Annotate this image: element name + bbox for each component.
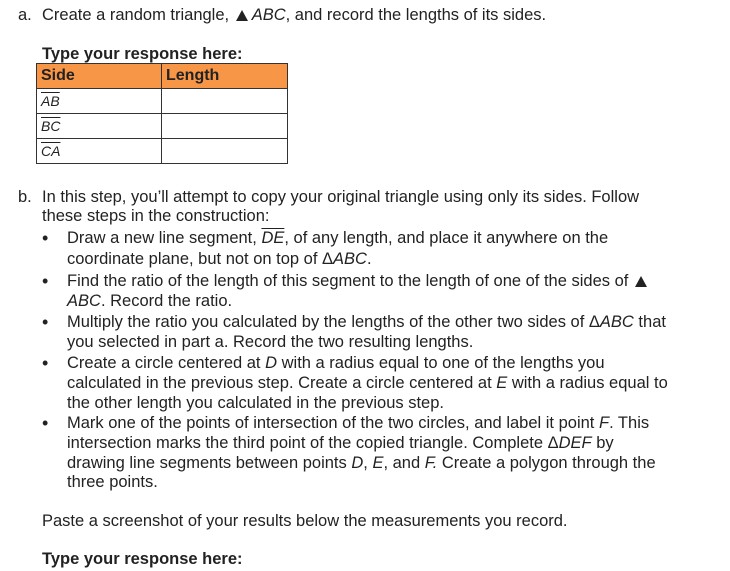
point-d: D (265, 354, 278, 372)
bullet-icon: • (42, 228, 49, 248)
point-f: F (598, 414, 610, 432)
bullet4-text4: with a radius equal to (507, 374, 668, 392)
point-e: E (496, 374, 508, 392)
header-side: Side (37, 64, 162, 89)
table-header-row (37, 64, 288, 89)
side-label-bc: $\overline{BC}$ (41, 117, 61, 134)
bullet5-line4: three points. (67, 473, 158, 491)
bullet5-text4: by (591, 434, 614, 452)
bullet2-line2 (67, 291, 232, 311)
bullet1-text2: , of any length, and place it anywhere on the (284, 229, 609, 247)
part-b-response-label: Type your response here: (42, 550, 243, 568)
bullet5-text5: drawing line segments between points (67, 454, 352, 472)
bullet5-line3 (67, 453, 656, 473)
part-a-text-after: , and record the lengths of its sides. (285, 6, 547, 24)
bullet4-line3: the other length you calculated in the previous step. (67, 394, 444, 412)
bullet1-line1 (67, 228, 608, 248)
triangle-symbol-icon (236, 10, 248, 21)
part-a-triangle-name: ABC (251, 6, 286, 24)
segment-de: $\overline{DE}$ (261, 229, 285, 247)
bullet2-triangle: ABC (67, 292, 101, 310)
length-input-bc[interactable] (162, 114, 288, 139)
table-row (37, 114, 288, 139)
part-a-prompt (42, 5, 546, 25)
paste-instruction: Paste a screenshot of your results below the measurements you record. (42, 512, 568, 530)
bullet1-text4: . (366, 250, 372, 268)
bullet5-text8: Create a polygon through the (437, 454, 656, 472)
bullet3-line2: you selected in part a. Record the two resulting lengths. (67, 333, 474, 351)
part-a-text-before: Create a random triangle, (42, 6, 230, 24)
bullet1-triangle: ABC (333, 250, 367, 268)
bullet5-triangle: DEF (558, 434, 592, 452)
side-label-ab: $\overline{AB}$ (41, 92, 60, 109)
bullet-icon: • (42, 312, 49, 332)
bullet-icon: • (42, 271, 49, 291)
part-a-response-label: Type your response here: (42, 45, 243, 63)
bullet4-text: Create a circle centered at (67, 354, 266, 372)
length-input-ca[interactable] (162, 139, 288, 164)
header-length: Length (162, 64, 288, 89)
bullet5-text6: , (363, 454, 373, 472)
bullet5-text3: intersection marks the third point of the copied triangle. Complete Δ (67, 434, 559, 452)
side-cell (37, 89, 162, 114)
bullet3-triangle: ABC (599, 313, 634, 331)
part-b-marker: b. (18, 188, 32, 206)
triangle-symbol-icon (635, 276, 647, 287)
side-label-ca: $\overline{CA}$ (41, 142, 61, 159)
part-b-intro-line1: In this step, you’ll attempt to copy your original triangle using only its sides. Follow (42, 188, 640, 206)
bullet1-text3: coordinate plane, but not on top of Δ (67, 250, 334, 268)
bullet5-line2 (67, 433, 614, 453)
table-row (37, 89, 288, 114)
bullet3-text2: that (633, 313, 666, 331)
part-a-marker: a. (18, 6, 32, 24)
bullet5-line1 (67, 413, 649, 433)
bullet4-line2 (67, 373, 668, 393)
bullet2-text2: . Record the ratio. (100, 292, 233, 310)
bullet4-text3: calculated in the previous step. Create a circle centered at (67, 374, 497, 392)
bullet3-line1 (67, 312, 666, 332)
side-cell (37, 139, 162, 164)
point-d-2: D (351, 454, 364, 472)
side-cell (37, 114, 162, 139)
bullet5-text2: . This (609, 414, 650, 432)
bullet4-line1 (67, 353, 605, 373)
bullet-icon: • (42, 353, 49, 373)
bullet3-text: Multiply the ratio you calculated by the lengths of the other two sides of Δ (67, 313, 600, 331)
length-input-ab[interactable] (162, 89, 288, 114)
point-f-2: F. (424, 454, 438, 472)
bullet-icon: • (42, 413, 49, 433)
side-length-table (36, 63, 288, 164)
bullet1-text: Draw a new line segment, (67, 229, 257, 247)
table-row (37, 139, 288, 164)
part-b-intro-line2: these steps in the construction: (42, 207, 270, 225)
bullet2-text: Find the ratio of the length of this segment to the length of one of the sides of (67, 272, 629, 290)
bullet5-text7: , and (383, 454, 425, 472)
bullet1-line2 (67, 249, 372, 269)
bullet4-text2: with a radius equal to one of the lengths you (277, 354, 605, 372)
bullet5-text: Mark one of the points of intersection of the two circles, and label it point (67, 414, 599, 432)
point-e-2: E (372, 454, 384, 472)
bullet2-line1 (67, 271, 651, 291)
